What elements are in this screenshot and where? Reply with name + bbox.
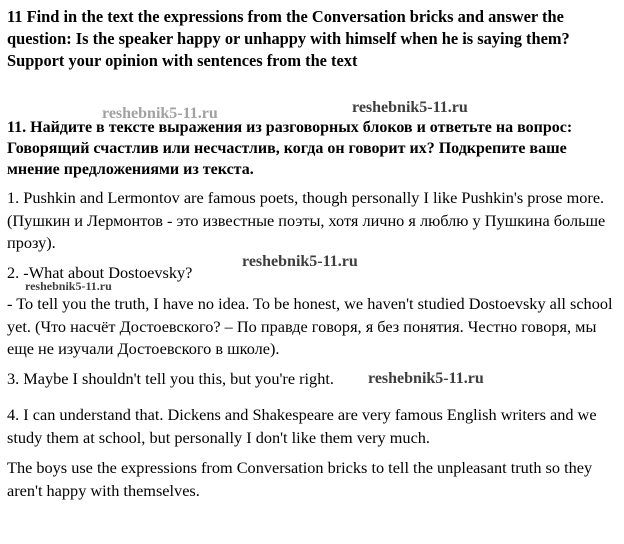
watermark-1: reshebnik5-11.ru [102,105,218,122]
task-heading-english: 11 Find in the text the expressions from the Conversation bricks and answer the question: Is the speaker happy or unhappy with himself when he is saying them? Support your opinion with sentences from the text [7,7,570,70]
task-heading-russian: 11. Найдите в тексте выражения из разговорных блоков и ответьте на вопрос: Говорящий счастлив или несчастлив, когда он говорит их? Подкрепите ваше мнение предложениями из текста. [7,119,573,178]
conclusion-paragraph: The boys use the expressions from Conversation bricks to tell the unpleasant truth so they aren't happy with themselves. [7,458,593,500]
answer-paragraph-1: 1. Pushkin and Lermontov are famous poets, though personally I like Pushkin's prose more. (Пушкин и Лермонтов - это известные поэты, хотя лично я люблю у Пушкина больше прозу). [7,188,606,252]
answer-paragraph-5: 4. I can understand that. Dickens and Shakespeare are very famous English writers and we study them at school, but personally I don't like them very much. [7,405,597,447]
watermark-small: reshebnik5-11.ru [25,279,112,293]
watermark-4: reshebnik5-11.ru [368,370,484,387]
answer-paragraph-2: 2. -What about Dostoevsky? [7,263,193,282]
watermark-2: reshebnik5-11.ru [352,99,468,116]
answer-paragraph-4: 3. Maybe I shouldn't tell you this, but you're right. [7,369,334,388]
watermark-3: reshebnik5-11.ru [242,253,358,270]
answer-paragraph-3: - To tell you the truth, I have no idea. To be honest, we haven't studied Dostoevsky all school yet. (Что насчёт Достоевского? – По правде говоря, я без понятия. Честно говоря, мы еще не изучали Достоевского в школе). [7,294,613,358]
